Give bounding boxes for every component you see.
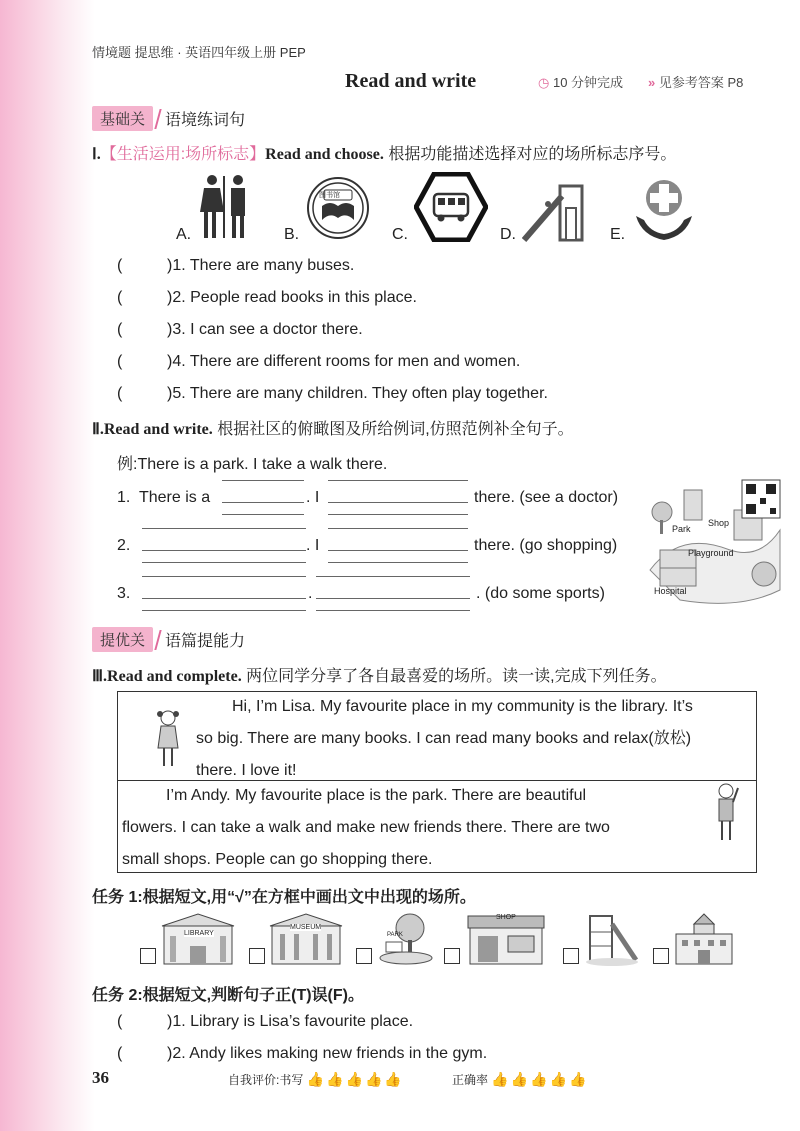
sign-label-e: E. <box>610 226 626 243</box>
clock-icon: ◷ <box>538 75 550 90</box>
q1-item-4: ( )4. There are different rooms for men and women. <box>117 353 521 370</box>
checkbox-shop[interactable] <box>444 948 460 964</box>
q2-row-2: 2. <box>117 537 131 554</box>
checkbox-park[interactable] <box>356 948 372 964</box>
boy-andy-image <box>712 782 740 842</box>
playground-slide-icon <box>522 180 586 242</box>
museum-building-label: MUSEUM <box>290 924 322 931</box>
shop-building-label: SHOP <box>496 914 516 921</box>
park-image <box>376 912 436 966</box>
library-building-image <box>160 912 236 966</box>
thumbs-up-icon: 👍👍👍👍👍 <box>491 1071 589 1087</box>
toilet-sign-icon <box>198 172 250 242</box>
library-sign-icon <box>306 176 370 240</box>
checkbox-playground[interactable] <box>563 948 579 964</box>
time-info: ◷ 10 分钟完成 <box>538 75 624 90</box>
map-label-playground: Playground <box>688 548 734 558</box>
self-eval: 自我评价:书写 👍👍👍👍👍 <box>228 1071 404 1087</box>
section-header-advanced: 提优关 语篇提能力 <box>92 627 245 652</box>
checkbox-library[interactable] <box>140 948 156 964</box>
answer-info: » 见参考答案 P8 <box>648 75 744 90</box>
map-label-shop: Shop <box>708 518 730 528</box>
task2-item-2: ( )2. Andy likes making new friends in the gym. <box>117 1045 488 1062</box>
question-2-instruction: Ⅱ.Read and write. 根据社区的俯瞰图及所给例词,仿照范例补全句子。 <box>92 421 574 438</box>
sign-label-a: A. <box>176 226 192 243</box>
accuracy-eval: 正确率 👍👍👍👍👍 <box>452 1071 589 1087</box>
bus-sign-icon <box>414 172 488 242</box>
book-header: 情境题 提思维 · 英语四年级上册 PEP <box>92 45 306 60</box>
task-1-instruction: 任务 1:根据短文,用“√”在方框中画出文中出现的场所。 <box>92 889 476 906</box>
sign-label-d: D. <box>500 226 516 243</box>
q2-row-3-mid: . <box>308 585 313 602</box>
hospital-building-image <box>672 912 736 966</box>
page-number: 36 <box>92 1068 109 1087</box>
q1-item-2: ( )2. People read books in this place. <box>117 289 417 306</box>
checkbox-museum[interactable] <box>249 948 265 964</box>
task2-item-1: ( )1. Library is Lisa’s favourite place. <box>117 1013 414 1030</box>
page-title: Read and write <box>345 70 477 92</box>
q1-item-5: ( )5. There are many children. They often play together. <box>117 385 548 402</box>
park-sign-label: PARK <box>387 932 403 938</box>
question-3-instruction: Ⅲ.Read and complete. 两位同学分享了各自最喜爱的场所。读一读,完成下列任务。 <box>92 668 667 685</box>
library-sign-text: 图书馆 <box>319 192 340 199</box>
section-header-basic: 基础关 语境练词句 <box>92 106 245 131</box>
q2-row-1-mid: . I <box>306 489 320 506</box>
sign-label-b: B. <box>284 226 300 243</box>
double-chevron-icon: » <box>648 75 656 90</box>
map-label-park: Park <box>672 524 691 534</box>
question-1-instruction: Ⅰ.【生活运用:场所标志】Read and choose. 根据功能描述选择对应的场所标志序号。 <box>92 146 677 163</box>
lisa-passage: Hi, I’m Lisa. My favourite place in my community is the library. It’s so big. There are many books. I can read many books and relax(放松) there. I love it! <box>196 698 693 779</box>
place-signs <box>176 172 696 247</box>
library-building-label: LIBRARY <box>184 930 214 937</box>
hospital-sign-icon <box>632 176 696 242</box>
q2-row-1: 1. There is a <box>117 489 211 506</box>
q2-example: 例:There is a park. I take a walk there. <box>117 456 388 473</box>
q2-row-3-post: . (do some sports) <box>476 585 605 602</box>
thumbs-up-icon: 👍👍👍👍👍 <box>306 1071 404 1087</box>
museum-building-image <box>268 912 344 966</box>
playground-image <box>584 912 640 966</box>
map-label-hospital: Hospital <box>654 586 687 596</box>
sign-label-c: C. <box>392 226 408 243</box>
task-2-instruction: 任务 2:根据短文,判断句子正(T)误(F)。 <box>92 987 364 1004</box>
andy-passage: I’m Andy. My favourite place is the park. There are beautiful flowers. I can take a walk and make new friends there. There are two small shops. People can go shopping there. <box>122 787 610 868</box>
q2-row-2-post: there. (go shopping) <box>474 537 618 554</box>
q2-row-2-mid: . I <box>306 537 320 554</box>
q1-item-1: ( )1. There are many buses. <box>117 257 355 274</box>
q2-row-3: 3. <box>117 585 131 602</box>
q1-item-3: ( )3. I can see a doctor there. <box>117 321 363 338</box>
q2-row-1-post: there. (see a doctor) <box>474 489 619 506</box>
checkbox-hospital[interactable] <box>653 948 669 964</box>
girl-lisa-image <box>152 708 184 768</box>
